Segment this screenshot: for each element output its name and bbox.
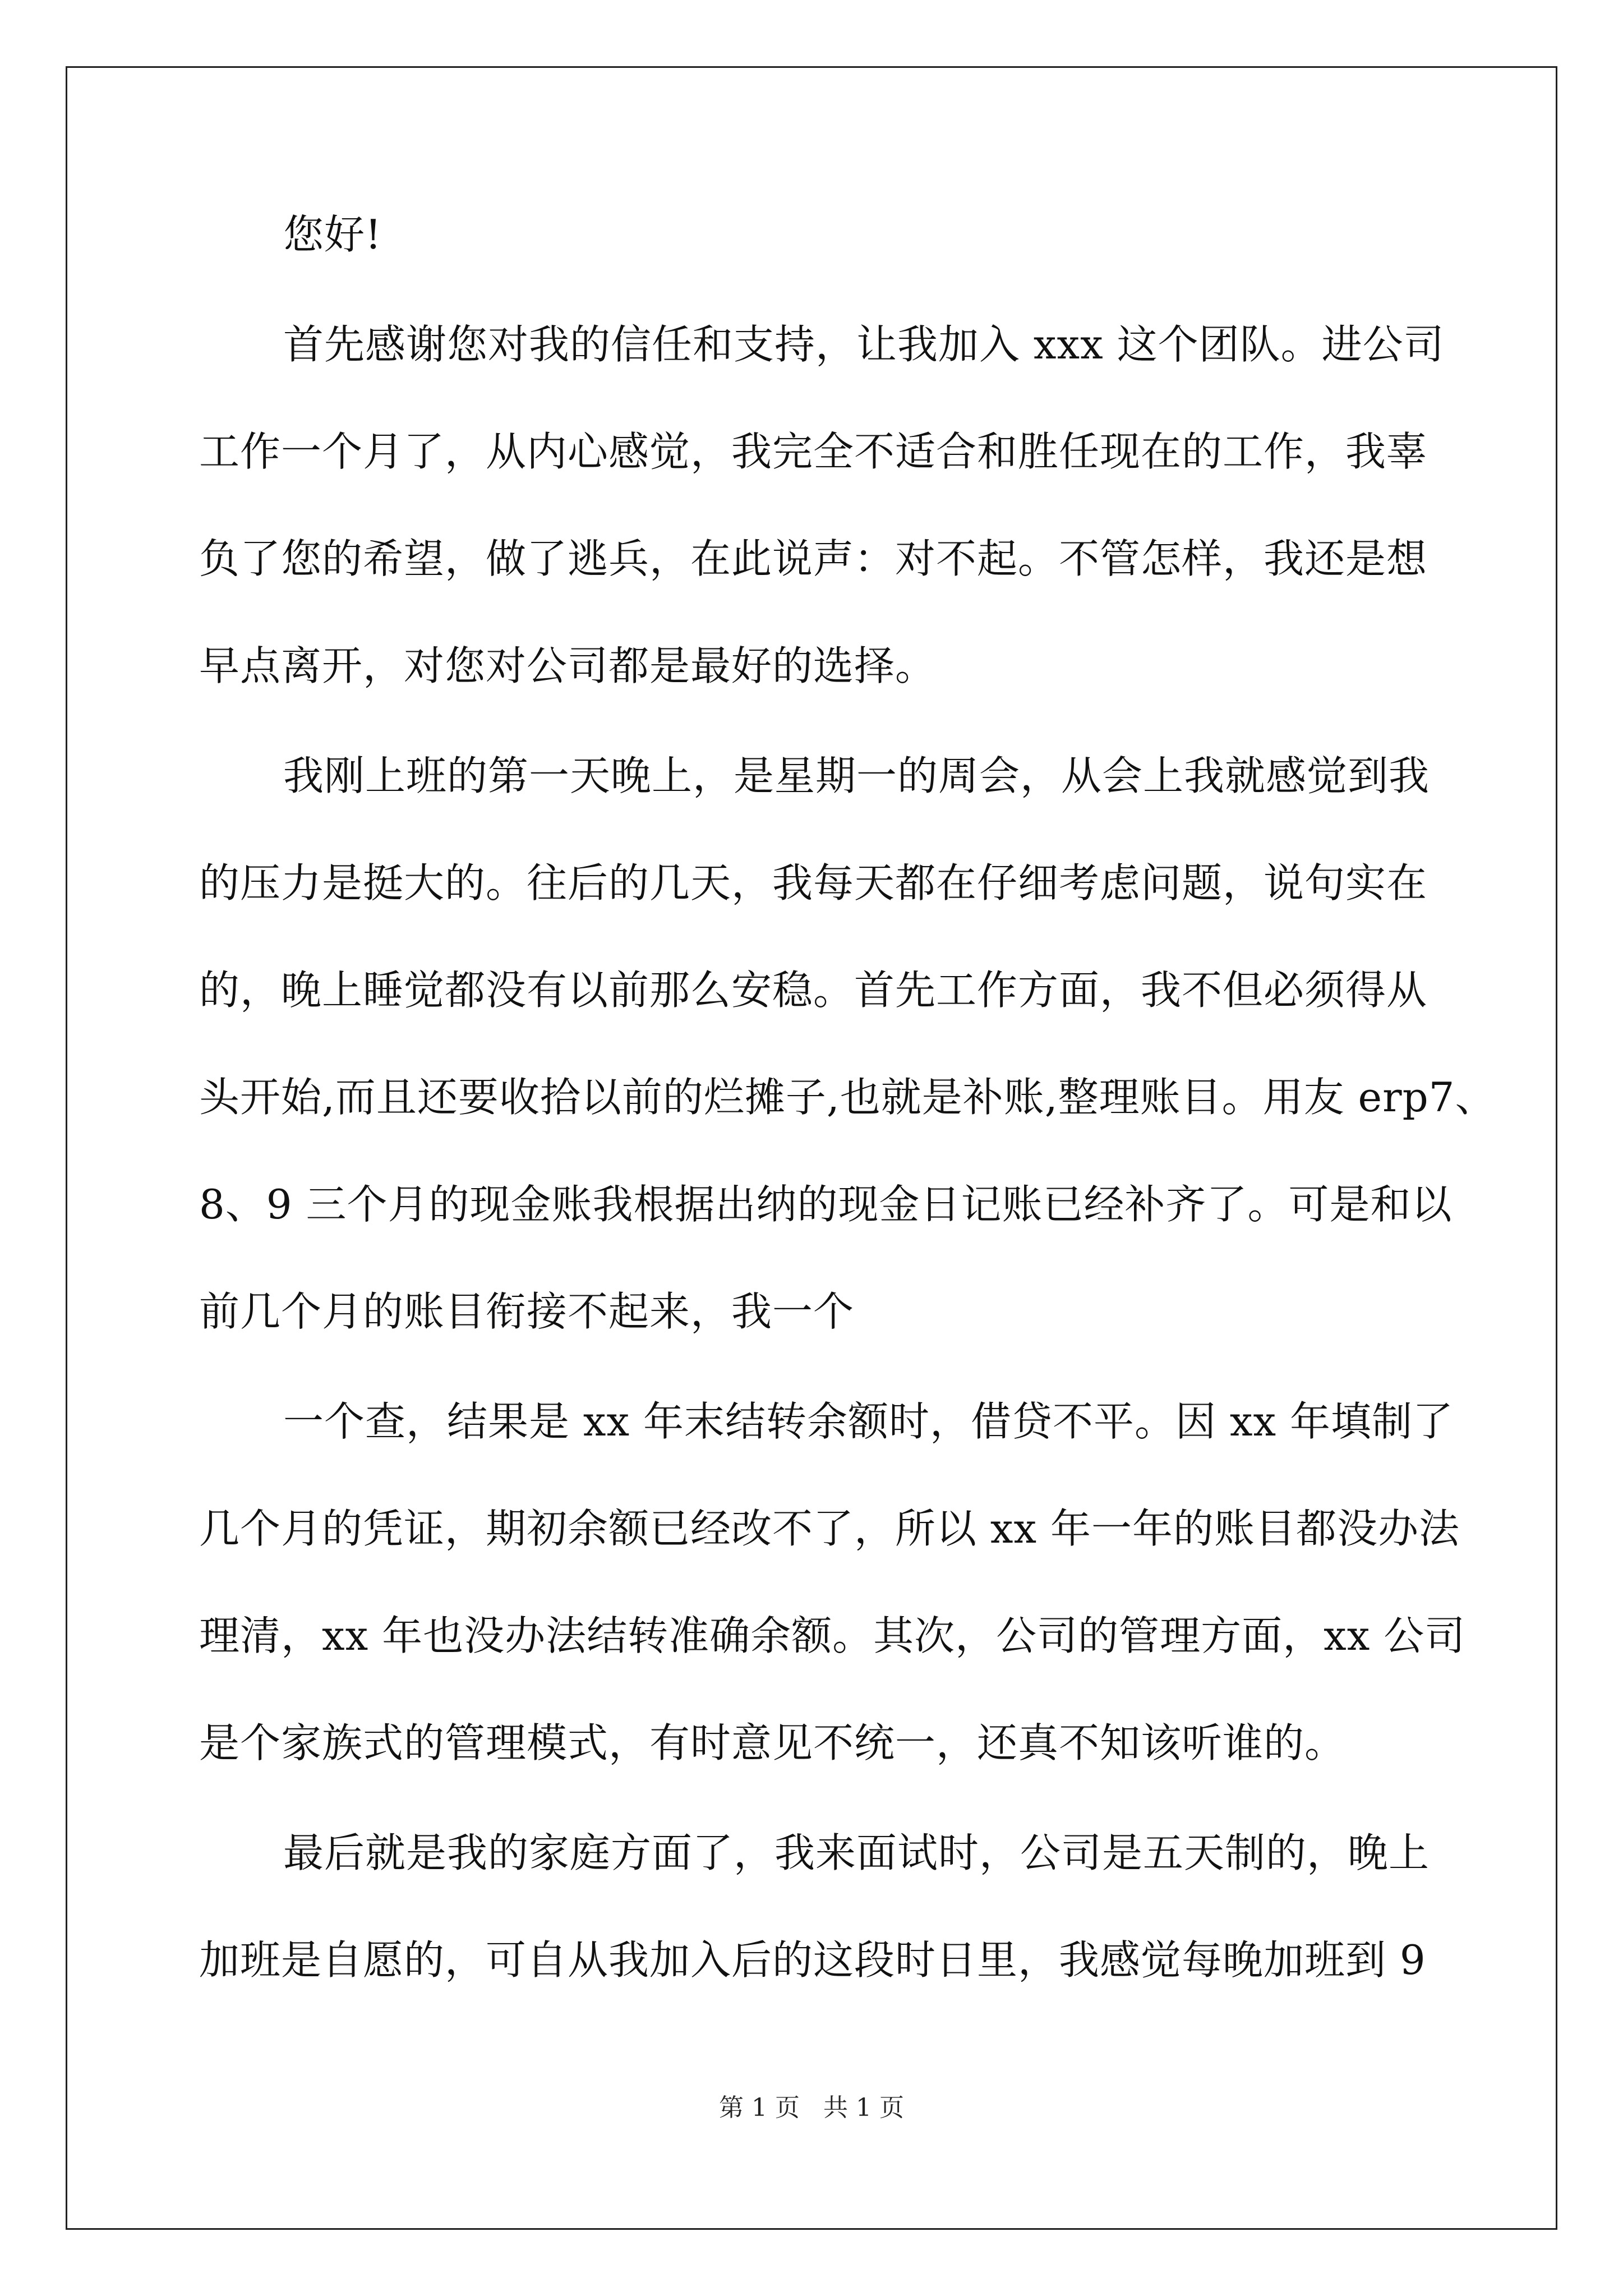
paragraph-2 [199,749,1496,1338]
paragraph-4 [199,1826,1430,1987]
text-line: 首先感谢您对我的信任和支持，让我加入 xxx 这个团队。进公司 [283,321,1445,368]
text-line: 的，晚上睡觉都没有以前那么安稳。首先工作方面，我不但必须得从 [199,967,1428,1014]
text-line: 一个查，结果是 xx 年末结转余额时，借贷不平。因 xx 年填制了 [283,1398,1454,1445]
text-line: 负了您的希望，做了逃兵，在此说声：对不起。不管怎样，我还是想 [199,535,1428,582]
letter-body [199,208,1496,1987]
text-line: 加班是自愿的，可自从我加入后的这段时日里，我感觉每晚加班到 9 [199,1936,1426,1984]
text-line: 最后就是我的家庭方面了，我来面试时，公司是五天制的，晚上 [283,1829,1430,1876]
page-number: 第 1 页 [719,2093,800,2122]
text-line: 几个月的凭证，期初余额已经改不了，所以 xx 年一年的账目都没办法 [199,1505,1460,1552]
page-footer [0,2091,1623,2125]
greeting: 您好! [283,211,382,258]
text-line: 工作一个月了，从内心感觉，我完全不适合和胜任现在的工作，我辜 [199,428,1428,475]
text-line: 8、9 三个月的现金账我根据出纳的现金日记账已经补齐了。可是和以 [199,1181,1453,1228]
text-line: 我刚上班的第一天晚上，是星期一的周会，从会上我就感觉到我 [283,752,1430,799]
page-total: 共 1 页 [823,2093,904,2122]
text-line: 的压力是挺大的。往后的几天，我每天都在仔细考虑问题，说句实在 [199,859,1428,907]
paragraph-1 [199,318,1445,693]
text-line: 是个家族式的管理模式，有时意见不统一，还真不知该听谁的。 [199,1719,1346,1766]
text-line: 前几个月的账目衔接不起来，我一个 [199,1288,855,1335]
paragraph-3 [199,1395,1466,1770]
text-line: 早点离开，对您对公司都是最好的选择。 [199,642,937,689]
text-line: 理清，xx 年也没办法结转准确余额。其次，公司的管理方面，xx 公司 [199,1612,1466,1659]
text-line: 头开始,而且还要收拾以前的烂摊子,也就是补账,整理账目。用友 erp7、 [199,1074,1496,1121]
